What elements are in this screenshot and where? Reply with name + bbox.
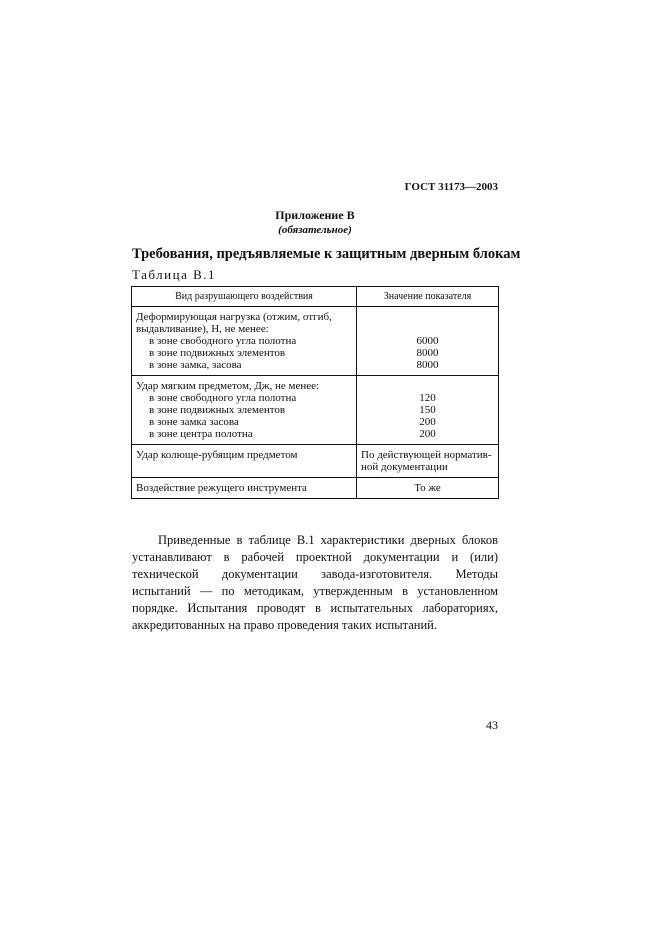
impact-zone: в зоне свободного угла полотна xyxy=(149,392,297,404)
impact-zone: в зоне центра полотна xyxy=(149,428,253,440)
value-text: 6000 xyxy=(416,335,439,347)
impact-text: выдавливание), Н, не менее: xyxy=(136,323,269,335)
column-header-value: Значение показателя xyxy=(357,287,499,307)
value-text: 150 xyxy=(419,404,436,416)
value-cell: То же xyxy=(357,478,499,499)
impact-text: Удар мягким предметом, Дж, не менее: xyxy=(136,380,320,392)
impact-zone: в зоне свободного угла полотна xyxy=(149,335,297,347)
value-text: 200 xyxy=(419,416,436,428)
table-header-row xyxy=(132,287,499,307)
section-heading: Требования, предъявляемые к защитным дверным блокам xyxy=(132,246,521,262)
impact-cell: Удар колюще-рубящим предметом xyxy=(132,445,357,478)
value-text: 120 xyxy=(419,392,436,404)
table-row xyxy=(132,445,499,478)
impact-zone: в зоне подвижных элементов xyxy=(149,347,286,359)
requirements-table xyxy=(131,286,499,499)
impact-zone: в зоне замка, засова xyxy=(149,359,242,371)
impact-cell: Воздействие режущего инструмента xyxy=(132,478,357,499)
table-row xyxy=(132,307,499,376)
value-text: 8000 xyxy=(416,347,439,359)
table-row xyxy=(132,376,499,445)
value-cell xyxy=(357,307,499,376)
body-paragraph: Приведенные в таблице В.1 характеристики дверных блоков устанавливают в рабочей проектной документации и (или) технической документации завода-изготовителя. Методы испытаний — по методикам, утвержденным в установленном порядке. Испытания проводят в испытательных лабораториях, аккредитованных на право проведения таких испытаний. xyxy=(132,533,498,632)
impact-cell xyxy=(132,376,357,445)
column-header-impact-type: Вид разрушающего воздействия xyxy=(132,287,357,307)
value-text: 8000 xyxy=(416,359,439,371)
impact-cell xyxy=(132,307,357,376)
appendix-title: Приложение В xyxy=(275,208,355,222)
impact-zone: в зоне подвижных элементов xyxy=(149,404,286,416)
table-row xyxy=(132,478,499,499)
value-cell: По действующей норматив-ной документации xyxy=(357,445,499,478)
document-code: ГОСТ 31173—2003 xyxy=(404,181,498,193)
impact-text: Деформирующая нагрузка (отжим, отгиб, xyxy=(136,311,332,323)
page-number: 43 xyxy=(486,718,498,732)
impact-zone: в зоне замка засова xyxy=(149,416,239,428)
appendix-status: (обязательное) xyxy=(278,224,352,236)
table-caption: Таблица В.1 xyxy=(132,267,217,282)
value-cell xyxy=(357,376,499,445)
value-text: 200 xyxy=(419,428,436,440)
